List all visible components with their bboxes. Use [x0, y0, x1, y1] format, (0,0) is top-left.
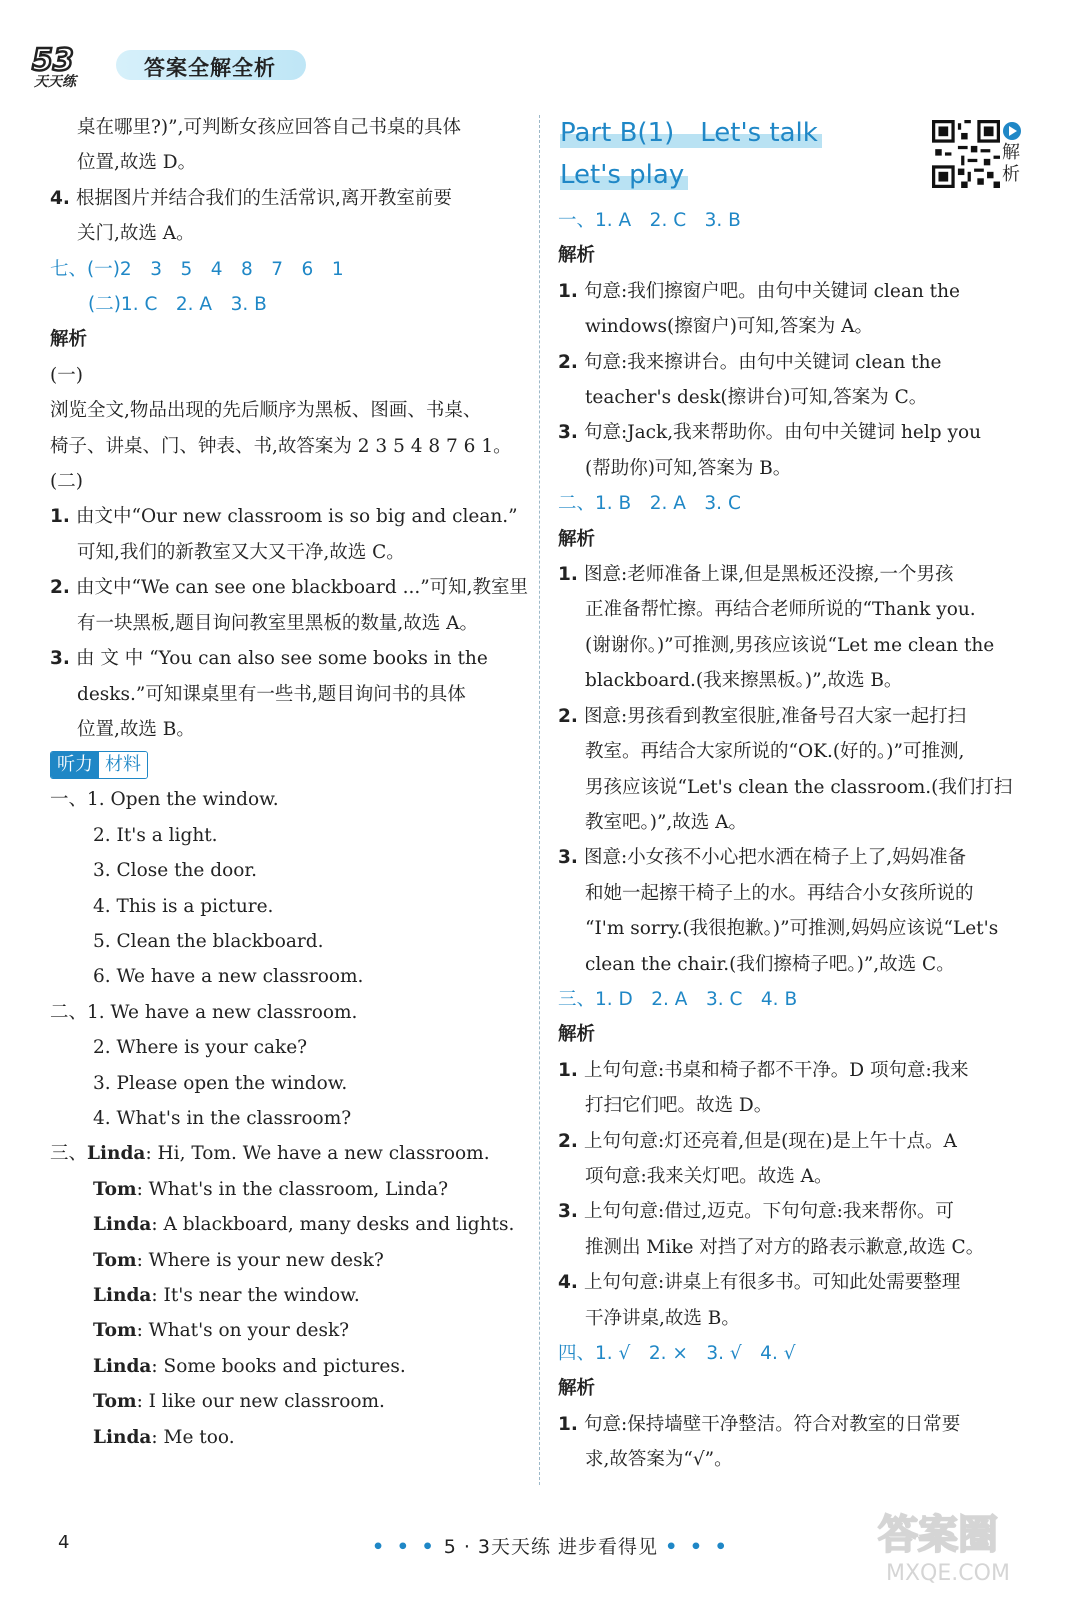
section-four-answers: 四、1. √ 2. × 3. √ 4. √ [558, 1343, 796, 1364]
text-line: 位置,故选 B。 [77, 718, 195, 740]
header-banner: 答案全解全析 [116, 50, 306, 80]
svg-text:答案圈: 答案圈 [878, 1512, 998, 1558]
text-line: 桌在哪里?)”,可判断女孩应回答自己书桌的具体 [77, 117, 461, 138]
list-item: 4. 根据图片并结合我们的生活常识,离开教室前要 [50, 187, 452, 209]
section-one-answers: 一、1. A 2. C 3. B [558, 210, 741, 231]
listening-material-tag: 听力 材料 [50, 751, 148, 779]
qr-label: 解析 [1002, 142, 1020, 185]
qr-code-icon[interactable] [932, 120, 1000, 188]
watermark-logo [868, 1500, 1048, 1590]
listening-line: 5. Clean the blackboard. [93, 930, 324, 952]
speaker-name: Tom [93, 1320, 137, 1342]
text-line: desks.”可知课桌里有一些书,题目询问书的具体 [77, 683, 466, 705]
speaker-name: Linda [93, 1426, 152, 1448]
dialogue-line [50, 1172, 530, 1207]
text-line: 椅子、讲桌、门、钟表、书,故答案为 2 3 5 4 8 7 6 1。 [50, 435, 512, 457]
listening-line: 2. It's a light. [93, 824, 218, 846]
section-two-answers: 二、1. B 2. A 3. C [558, 493, 741, 515]
subsection-label: (一) [50, 364, 83, 386]
listening-line: 4. This is a picture. [93, 895, 274, 917]
list-item: 2. 图意:男孩看到教室很脏,准备号召大家一起打扫 [558, 705, 967, 727]
analysis-heading: 解析 [558, 528, 596, 550]
text-line: 打扫它们吧。故选 D。 [585, 1095, 773, 1117]
analysis-heading: 解析 [558, 245, 596, 267]
dialogue-line [50, 1313, 530, 1348]
list-item: 1. 句意:我们擦窗户吧。由句中关键词 clean the [558, 280, 960, 302]
text-line: blackboard.(我来擦黑板。)”,故选 B。 [585, 670, 903, 692]
section-seven-answers: 七、(一)2 3 5 4 8 7 6 1 [50, 258, 344, 280]
listening-line: 6. We have a new classroom. [93, 966, 364, 988]
svg-text:53: 53 [32, 43, 74, 78]
text-line: clean the chair.(我们擦椅子吧。)”,故选 C。 [585, 953, 955, 975]
list-item: 2. 由文中“We can see one blackboard ...”可知,教室里 [50, 577, 529, 599]
text-line: 干净讲桌,故选 B。 [585, 1307, 740, 1329]
list-item: 3. 上句句意:借过,迈克。下句句意:我来帮你。可 [558, 1201, 954, 1223]
text-line: “I'm sorry.(我很抱歉。)”可推测,妈妈应该说“Let's [585, 918, 999, 940]
dialogue [50, 1136, 530, 1455]
svg-text:MXQE.COM: MXQE.COM [886, 1561, 1010, 1586]
text-line: 教室。再结合大家所说的“OK.(好的。)”可推测, [585, 741, 965, 763]
page-number: 4 [58, 1532, 70, 1553]
text-line: 教室吧。)”,故选 A。 [585, 811, 748, 833]
speaker-name: Linda [93, 1285, 152, 1306]
part-title: Part B(1) Let's talk Let's play [560, 112, 860, 196]
brand-logo [28, 40, 108, 88]
text-line: 推测出 Mike 对挡了对方的路表示歉意,故选 C。 [585, 1236, 985, 1258]
listening-line: 3. Close the door. [93, 860, 258, 882]
text-line: 可知,我们的新教室又大又干净,故选 C。 [77, 541, 405, 563]
section-seven-answers-2: (二)1. C 2. A 3. B [88, 294, 267, 316]
text-line: windows(擦窗户)可知,答案为 A。 [585, 316, 874, 338]
speech-text: : It's near the window. [151, 1285, 360, 1306]
listening-line: 2. Where is your cake? [93, 1037, 308, 1059]
speaker-name: Linda [93, 1214, 152, 1236]
analysis-heading: 解析 [50, 329, 88, 351]
speech-text: : A blackboard, many desks and lights. [151, 1214, 515, 1236]
speech-text: : I like our new classroom. [136, 1391, 385, 1413]
header [28, 40, 318, 88]
speech-text: : What's in the classroom, Linda? [136, 1178, 449, 1200]
list-item: 3. 图意:小女孩不小心把水洒在椅子上了,妈妈准备 [558, 847, 967, 869]
speaker-name: Linda [93, 1355, 152, 1377]
dialogue-line [50, 1384, 530, 1419]
list-item: 3. 句意:Jack,我来帮助你。由句中关键词 help you [558, 422, 982, 444]
list-item: 4. 上句句意:讲桌上有很多书。可知此处需要整理 [558, 1272, 961, 1294]
list-item: 1. 上句句意:书桌和椅子都不干净。D 项句意:我来 [558, 1059, 969, 1081]
speaker-name: Tom [93, 1178, 137, 1200]
speaker-name: Tom [93, 1391, 137, 1413]
column-divider [539, 115, 540, 1485]
listening-line: 二、1. We have a new classroom. [50, 1001, 358, 1023]
footer-slogan: • • • 5 · 3天天练 进步看得见 • • • [372, 1536, 730, 1558]
list-item: 2. 上句句意:灯还亮着,但是(现在)是上午十点。A [558, 1130, 957, 1152]
dialogue-line [50, 1420, 530, 1455]
listening-line: 一、1. Open the window. [50, 789, 279, 811]
speech-text: : Me too. [151, 1426, 235, 1448]
list-item: 1. 图意:老师准备上课,但是黑板还没擦,一个男孩 [558, 564, 954, 586]
listening-line: 3. Please open the window. [93, 1072, 348, 1094]
listening-line: 4. What's in the classroom? [93, 1107, 352, 1129]
list-item: 2. 句意:我来擦讲台。由句中关键词 clean the [558, 351, 942, 373]
svg-text:天天练: 天天练 [34, 74, 76, 88]
speech-text: : Where is your new desk? [136, 1249, 384, 1271]
list-item: 3. 由 文 中 “You can also see some books in the [50, 648, 488, 670]
text-line: 项句意:我来关灯吧。故选 A。 [585, 1165, 833, 1187]
text-line: 有一块黑板,题目询问教室里黑板的数量,故选 A。 [77, 612, 479, 634]
dialogue-line [50, 1207, 530, 1242]
text-line: 和她一起擦干椅子上的水。再结合小女孩所说的 [585, 882, 974, 904]
text-line: 关门,故选 A。 [77, 223, 195, 245]
play-icon[interactable] [1003, 122, 1021, 140]
speaker-name: Linda [87, 1143, 146, 1165]
speaker-name: Tom [93, 1249, 137, 1271]
text-line: 浏览全文,物品出现的先后顺序为黑板、图画、书桌、 [50, 400, 482, 422]
subsection-label: (二) [50, 471, 83, 493]
analysis-heading: 解析 [558, 1378, 596, 1400]
text-line: (谢谢你。)”可推测,男孩应该说“Let me clean the [585, 634, 995, 656]
listening-tag-row [50, 747, 530, 782]
speech-text: : Hi, Tom. We have a new classroom. [145, 1143, 490, 1165]
list-item: 1. 句意:保持墙壁干净整洁。符合对教室的日常要 [558, 1413, 961, 1435]
section-three-answers: 三、1. D 2. A 3. C 4. B [558, 988, 798, 1010]
left-column [50, 110, 530, 1455]
dialogue-line [50, 1243, 530, 1278]
speech-text: : Some books and pictures. [151, 1355, 406, 1377]
text-line: teacher's desk(擦讲台)可知,答案为 C。 [585, 387, 928, 409]
text-line: 男孩应该说“Let's clean the classroom.(我们打扫 [585, 776, 1013, 798]
text-line: (帮助你)可知,答案为 B。 [585, 457, 792, 479]
text-line: 求,故答案为“√”。 [585, 1449, 733, 1471]
speech-text: : What's on your desk? [136, 1320, 350, 1342]
right-column [558, 203, 1034, 1478]
text-line: 位置,故选 D。 [77, 152, 197, 174]
dialogue-line: 三、Linda: Hi, Tom. We have a new classroom. [50, 1143, 490, 1165]
dialogue-line [50, 1349, 530, 1384]
analysis-heading: 解析 [558, 1024, 596, 1046]
list-item: 1. 由文中“Our new classroom is so big and clean.” [50, 506, 518, 528]
text-line: 正准备帮忙擦。再结合老师所说的“Thank you. [585, 599, 976, 621]
dialogue-line [50, 1278, 530, 1313]
